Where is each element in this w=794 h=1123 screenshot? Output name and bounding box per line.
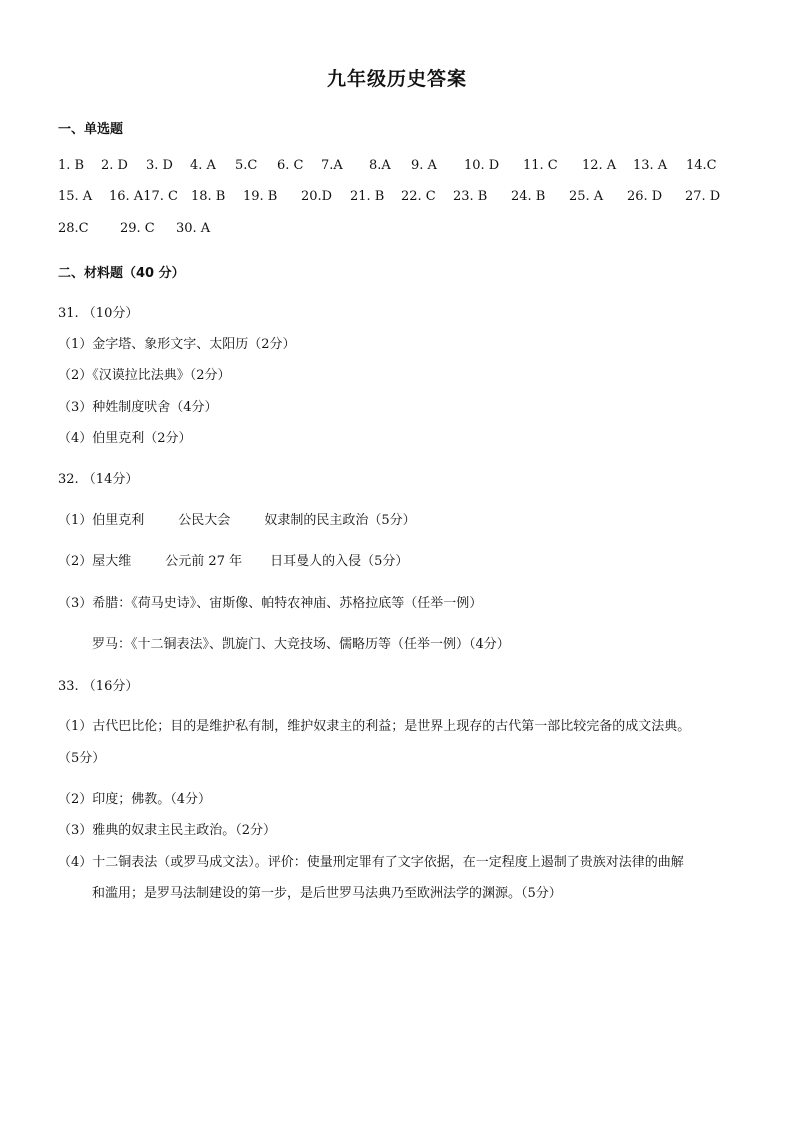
answer-item: 3. D [146, 158, 173, 173]
section-heading-material: 二、材料题（40 分） [58, 266, 185, 281]
answer-item: 25. A [569, 189, 604, 204]
answer-item: 16. A17. C [109, 189, 178, 204]
question-33-answer-3: （3）雅典的奴隶主民主政治。（2分） [58, 823, 277, 838]
item-prefix: （2） [58, 554, 93, 569]
answer-item: 24. B [511, 189, 546, 204]
answer-item: 2. D [101, 158, 128, 173]
page-title: 九年级历史答案 [326, 68, 467, 90]
answer-item: 23. B [453, 189, 488, 204]
answer-item: 6. C [277, 158, 304, 173]
question-32-answer-3-rome: 罗马：《十二铜表法》、凯旋门、大竞技场、儒略历等（任举一例）（4分） [92, 637, 510, 652]
question-32-answer-1 [58, 509, 416, 528]
question-33-answer-4: （4）十二铜表法（或罗马成文法）。评价：使量刑定罪有了文字依据，在一定程度上遏制了贵族对法律的曲解 [58, 855, 684, 870]
answer-part: 公元前 27 年 [165, 554, 243, 569]
question-33-answer-1-score: （5分） [58, 751, 106, 766]
question-31-answer: （2）《汉谟拉比法典》（2分） [58, 368, 231, 383]
answer-item: 13. A [633, 158, 668, 173]
answer-item: 18. B [191, 189, 226, 204]
answer-item: 11. C [523, 158, 558, 173]
question-31-answer: （1）金字塔、象形文字、太阳历（2分） [58, 337, 296, 352]
answer-item: 20.D [301, 189, 333, 204]
answer-part: 伯里克利 [92, 513, 145, 528]
answer-item: 26. D [627, 189, 663, 204]
answer-part: 奴隶制的民主政治（5分） [264, 513, 416, 528]
answer-part: 日耳曼人的入侵（5分） [270, 554, 409, 569]
answer-item: 21. B [350, 189, 385, 204]
answer-item: 12. A [582, 158, 617, 173]
answer-item: 22. C [401, 189, 436, 204]
answer-item: 29. C [120, 221, 155, 236]
answer-item: 10. D [464, 158, 500, 173]
answer-item: 15. A [58, 189, 93, 204]
question-33-label: 33. （16分） [58, 679, 139, 694]
answer-item: 7.A [321, 158, 343, 173]
question-31-label: 31. （10分） [58, 306, 139, 321]
answer-item: 1. B [58, 158, 85, 173]
answer-part: 屋大维 [92, 554, 132, 569]
answer-item: 30. A [176, 221, 211, 236]
answer-item: 9. A [411, 158, 437, 173]
answer-item: 4. A [190, 158, 216, 173]
question-32-label: 32. （14分） [58, 472, 139, 487]
section-heading-single-choice: 一、单选题 [58, 122, 124, 137]
answer-item: 27. D [685, 189, 721, 204]
question-33-answer-1: （1）古代巴比伦；目的是维护私有制，维护奴隶主的利益；是世界上现存的古代第一部比较完备的成文法典。 [58, 719, 691, 734]
question-33-answer-4-cont: 和滥用；是罗马法制建设的第一步，是后世罗马法典乃至欧洲法学的渊源。（5分） [92, 886, 562, 901]
answer-part: 公民大会 [178, 513, 231, 528]
question-31-answer: （3）种姓制度吠舍（4分） [58, 400, 218, 415]
answer-item: 14.C [686, 158, 717, 173]
answer-item: 28.C [58, 221, 89, 236]
question-31-answer: （4）伯里克利（2分） [58, 431, 192, 446]
question-32-answer-2 [58, 550, 408, 569]
answer-item: 19. B [243, 189, 278, 204]
item-prefix: （1） [58, 513, 93, 528]
answer-item: 5.C [235, 158, 258, 173]
question-32-answer-3-greece: （3）希腊：《荷马史诗》、宙斯像、帕特农神庙、苏格拉底等（任举一例） [58, 596, 483, 611]
answer-item: 8.A [369, 158, 391, 173]
question-33-answer-2: （2）印度；佛教。（4分） [58, 792, 212, 807]
